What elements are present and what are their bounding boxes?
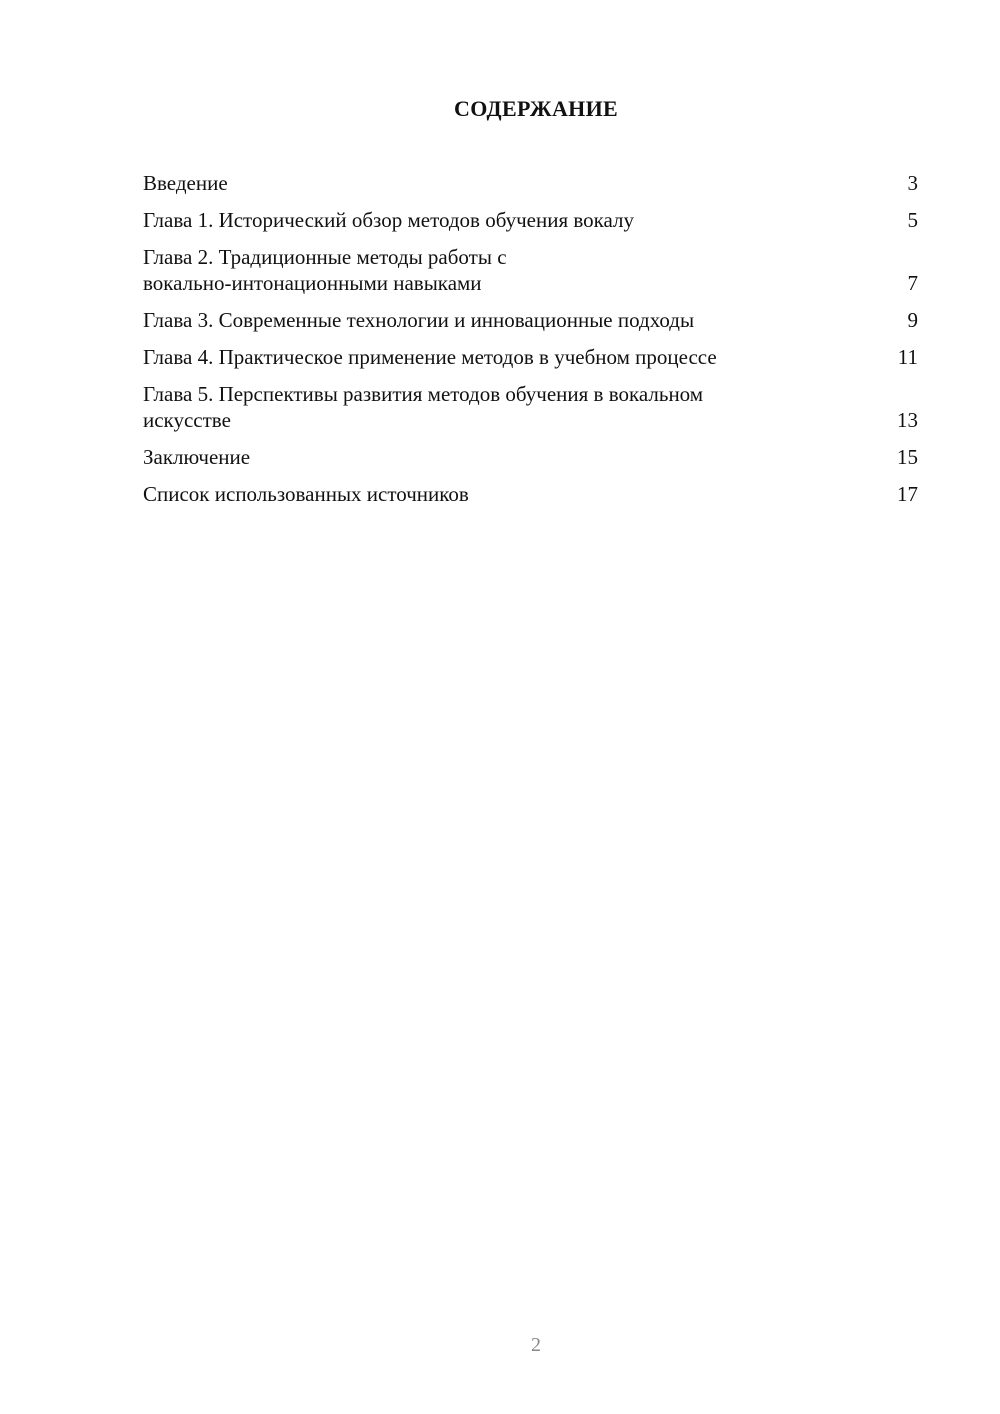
toc-entry-label-line: Список использованных источников (143, 482, 469, 506)
table-of-contents (143, 170, 918, 518)
toc-entry-label-line: вокально-интонационными навыками (143, 271, 482, 295)
toc-entry-label-line: Глава 4. Практическое применение методов в учебном процессе (143, 345, 717, 369)
toc-entry-page: 9 (907, 308, 918, 332)
toc-entry-page: 7 (907, 271, 918, 295)
toc-entry-chapter-4 (143, 344, 918, 370)
toc-entry-label (143, 381, 897, 433)
toc-entry-chapter-3 (143, 307, 918, 333)
toc-entry-label (143, 444, 897, 470)
toc-entry-chapter-5 (143, 381, 918, 433)
toc-entry-chapter-2 (143, 244, 918, 296)
toc-entry-label-line: Введение (143, 171, 228, 195)
toc-entry-label-line: Глава 1. Исторический обзор методов обучения вокалу (143, 208, 635, 232)
toc-entry-label-line: Заключение (143, 445, 251, 469)
toc-entry-label (143, 244, 908, 296)
toc-entry-page: 3 (907, 171, 918, 195)
toc-entry-page: 15 (897, 445, 918, 469)
toc-heading: СОДЕРЖАНИЕ (454, 96, 618, 121)
toc-entry-introduction (143, 170, 918, 196)
toc-entry-label-line: Глава 5. Перспективы развития методов обучения в вокальном (143, 382, 704, 406)
toc-entry-label (143, 207, 908, 233)
toc-entry-label (143, 344, 898, 370)
toc-entry-page: 17 (897, 482, 918, 506)
page-number: 2 (531, 1334, 541, 1356)
toc-entry-page: 13 (897, 408, 918, 432)
toc-entry-references (143, 481, 918, 507)
toc-entry-page: 5 (907, 208, 918, 232)
toc-entry-page: 11 (897, 345, 918, 369)
toc-entry-conclusion (143, 444, 918, 470)
toc-entry-label (143, 481, 897, 507)
toc-entry-chapter-1 (143, 207, 918, 233)
toc-entry-label (143, 170, 908, 196)
toc-entry-label (143, 307, 908, 333)
toc-entry-label-line: Глава 2. Традиционные методы работы с (143, 245, 507, 269)
toc-entry-label-line: Глава 3. Современные технологии и инновационные подходы (143, 308, 695, 332)
toc-entry-label-line: искусстве (143, 408, 231, 432)
